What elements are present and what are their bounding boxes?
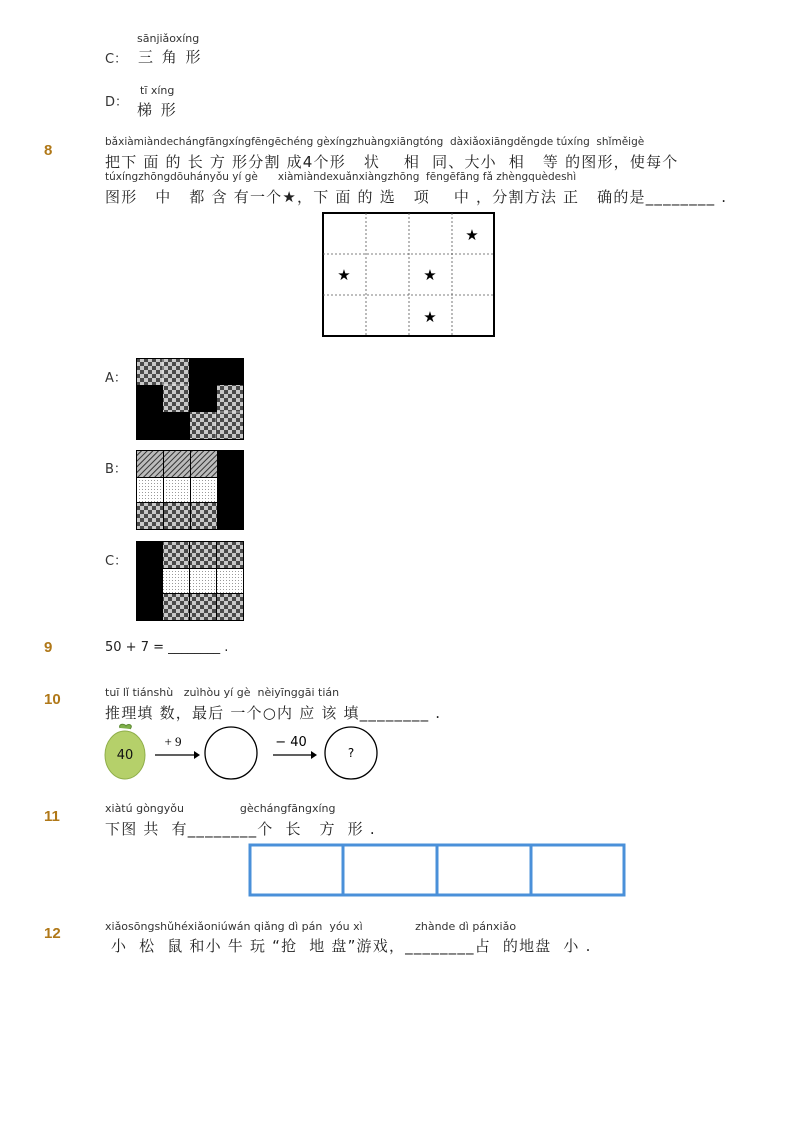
q12-text: 小 松 鼠 和小 牛 玩 “抢 地 盘”游戏，________占 的地盘 小 .	[105, 937, 592, 955]
option-c-figure[interactable]	[136, 541, 244, 621]
q8-text-line1: 把下 面 的 长 方 形分割 成4个形 状 相 同、大小 相 等 的图形，使每个	[105, 153, 679, 171]
q8-pinyin-line1: bǎxiàmiàndechángfāngxíngfēngēchéng gèxíngzhuàngxiāngtóng dàxiǎoxiāngděngde túxíng shǐměigè	[105, 136, 645, 148]
q12-pinyin: xiǎosōngshǔhéxiǎoniúwán qiǎng dì pán yóu xì zhànde dì pánxiǎo	[105, 920, 517, 933]
option-c-text: 三 角 形	[138, 48, 203, 66]
option-b-label: B：	[105, 462, 127, 477]
q10-text: 推理填 数，最后 一个○内 应 该 填________ .	[105, 704, 442, 722]
blank-circle	[205, 727, 257, 779]
arrow-1-head	[194, 751, 200, 759]
option-c-pinyin: sānjiǎoxíng	[137, 32, 200, 45]
q11-pinyin: xiàtú gòngyǒu gèchángfāngxíng	[105, 802, 336, 815]
start-value: 40	[116, 748, 134, 763]
star-icon: ★	[337, 266, 351, 284]
q11-rectangles-figure	[248, 843, 626, 897]
question-number-11: 11	[44, 808, 60, 825]
option-b-figure[interactable]	[136, 450, 244, 530]
question-number-10: 10	[44, 691, 61, 708]
option-d-pinyin: tī xíng	[140, 84, 175, 97]
q11-text: 下图 共 有________个 长 方 形 .	[105, 820, 376, 838]
star-icon: ★	[423, 266, 437, 284]
star-icon: ★	[465, 226, 479, 244]
q10-pinyin: tuī lǐ tiánshù zuìhòu yí gè nèiyīnggāi tián	[105, 686, 340, 699]
option-a-label: A：	[105, 371, 127, 386]
q10-sequence-figure	[100, 722, 390, 784]
option-c-label: C：	[105, 554, 128, 569]
question-number-9: 9	[44, 639, 53, 656]
question-number-8: 8	[44, 142, 53, 159]
arrow-2-head	[311, 751, 317, 759]
q8-grid-figure	[322, 212, 496, 338]
option-c-label: C：	[105, 52, 128, 67]
q9-text: 50 + 7 = ________ .	[105, 640, 229, 655]
q8-text-line2: 图形 中 都 含 有一个★，下 面 的 选 项 中 ，分割方法 正 确的是________ .	[105, 188, 728, 206]
q8-pinyin-line2: túxíngzhōngdōuhányǒu yí gè xiàmiàndexuǎnxiàngzhōng fēngēfāng fǎ zhèngquèdeshì	[105, 171, 577, 183]
option-d-text: 梯 形	[137, 101, 178, 119]
option-d-label: D：	[105, 95, 129, 110]
option-a-figure[interactable]	[136, 358, 244, 440]
op2-label: − 40	[275, 735, 307, 750]
question-number-12: 12	[44, 925, 61, 942]
star-icon: ★	[423, 308, 437, 326]
unknown-mark: ?	[347, 746, 355, 760]
op1-label: + 9	[164, 734, 182, 749]
